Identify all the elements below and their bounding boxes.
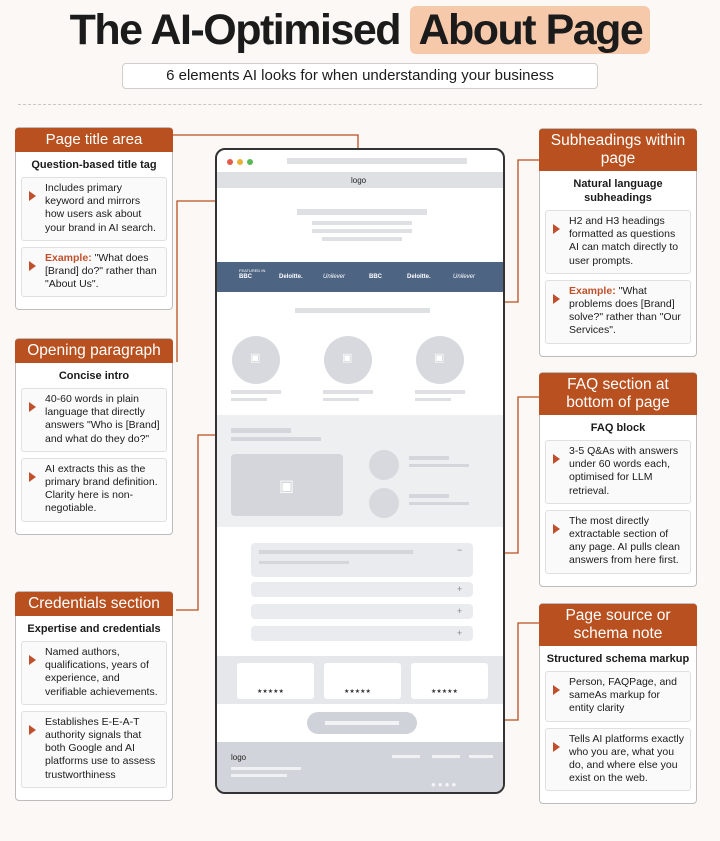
subheading-placeholder bbox=[295, 308, 430, 313]
card-subheading: Question-based title tag bbox=[31, 159, 157, 171]
cta-label-placeholder bbox=[325, 721, 399, 725]
card-item: 3-5 Q&As with answers under 60 words each, optimised for LLM retrieval. bbox=[545, 440, 691, 504]
card-item: Tells AI platforms exactly who you are, what you do, and where else you exist on the web. bbox=[545, 728, 691, 792]
card-item: H2 and H3 headings formatted as questions AI can match directly to user prompts. bbox=[545, 210, 691, 274]
card-heading: Opening paragraph bbox=[15, 339, 173, 363]
url-bar bbox=[287, 158, 467, 164]
subtitle: 6 elements AI looks for when understanding your business bbox=[122, 63, 598, 89]
brand-logo: Unilever bbox=[453, 274, 476, 280]
expand-icon: + bbox=[457, 606, 463, 616]
text-placeholder bbox=[409, 502, 469, 505]
credentials-heading-placeholder bbox=[231, 428, 291, 433]
example-label: Example: bbox=[569, 284, 616, 297]
footer-link-placeholder bbox=[469, 755, 493, 758]
social-icons: ●●●● bbox=[431, 780, 459, 789]
mockup-logo: logo bbox=[351, 176, 367, 185]
text-placeholder bbox=[323, 390, 373, 394]
rating-stars: ★★★★★ bbox=[431, 689, 458, 695]
footer-link-placeholder bbox=[392, 755, 420, 758]
featured-label: FEATURED IN bbox=[239, 268, 266, 273]
rating-stars: ★★★★★ bbox=[344, 689, 371, 695]
faq-item bbox=[251, 626, 473, 641]
faq-answer-placeholder bbox=[259, 561, 349, 564]
card-item: The most directly extractable section of any page. AI pulls clean answers from here first. bbox=[545, 510, 691, 574]
image-icon: ▣ bbox=[279, 478, 295, 495]
text-placeholder bbox=[231, 437, 321, 441]
footer-text-placeholder bbox=[231, 767, 301, 770]
faq-question-placeholder bbox=[259, 550, 413, 554]
text-placeholder bbox=[231, 398, 267, 401]
card-subheading: Expertise and credentials bbox=[27, 623, 161, 635]
card-heading: Credentials section bbox=[15, 592, 173, 616]
text-placeholder bbox=[409, 456, 449, 460]
card-opening-paragraph bbox=[15, 338, 173, 535]
image-icon: ▣ bbox=[342, 352, 353, 364]
faq-item bbox=[251, 604, 473, 619]
card-item: Named authors, qualifications, years of experience, and verifiable achievements. bbox=[21, 641, 167, 705]
hero-line-placeholder bbox=[322, 237, 402, 241]
card-example bbox=[545, 280, 691, 344]
faq-item bbox=[251, 582, 473, 597]
text-placeholder bbox=[231, 390, 281, 394]
text-placeholder bbox=[323, 398, 359, 401]
window-dot-red bbox=[227, 159, 233, 165]
card-subheading: Concise intro bbox=[58, 370, 130, 382]
text-placeholder bbox=[409, 464, 469, 467]
author-avatar bbox=[369, 450, 399, 480]
card-subheadings bbox=[539, 128, 697, 357]
card-schema bbox=[539, 603, 697, 804]
footer-link-placeholder bbox=[432, 755, 460, 758]
brand-logo: BBC bbox=[239, 274, 252, 280]
card-subheading: Structured schema markup bbox=[546, 653, 690, 665]
card-item: 40-60 words in plain language that directly answers "Who is [Brand] and what do they do?" bbox=[21, 388, 167, 452]
text-placeholder bbox=[415, 398, 451, 401]
expand-icon: + bbox=[457, 628, 463, 638]
hero-title-placeholder bbox=[297, 209, 427, 215]
title-highlight: About Page bbox=[410, 6, 650, 54]
text-placeholder bbox=[409, 494, 449, 498]
card-heading: Subheadings within page bbox=[539, 129, 697, 171]
card-item: Establishes E-E-A-T authority signals that both Google and AI platforms use to assess trustworthiness bbox=[21, 711, 167, 788]
webpage-mockup bbox=[215, 148, 505, 794]
example-text: "What does [Brand] do?" rather than "About Us". bbox=[45, 251, 157, 291]
hero-line-placeholder bbox=[312, 229, 412, 233]
brand-logo: BBC bbox=[369, 274, 382, 280]
image-icon: ▣ bbox=[250, 352, 261, 364]
card-page-title bbox=[15, 127, 173, 310]
title-text: The AI-Optimised bbox=[69, 6, 400, 54]
featured-band bbox=[217, 262, 505, 292]
card-item: Includes primary keyword and mirrors how users ask about your brand in AI search. bbox=[21, 177, 167, 241]
image-icon: ▣ bbox=[434, 352, 445, 364]
hero-line-placeholder bbox=[312, 221, 412, 225]
card-faq bbox=[539, 372, 697, 587]
text-placeholder bbox=[415, 390, 465, 394]
card-heading: Page source or schema note bbox=[539, 604, 697, 646]
rating-stars: ★★★★★ bbox=[257, 689, 284, 695]
card-heading: FAQ section at bottom of page bbox=[539, 373, 697, 415]
window-dot-green bbox=[247, 159, 253, 165]
footer-logo: logo bbox=[231, 753, 247, 762]
example-text: "What problems does [Brand] solve?" rather than "Our Services". bbox=[569, 284, 681, 337]
card-subheading: FAQ block bbox=[590, 422, 646, 434]
card-item: Person, FAQPage, and sameAs markup for entity clarity bbox=[545, 671, 691, 722]
author-avatar bbox=[369, 488, 399, 518]
window-dot-yellow bbox=[237, 159, 243, 165]
collapse-icon: − bbox=[457, 545, 463, 555]
card-item: AI extracts this as the primary brand definition. Clarity here is non-negotiable. bbox=[21, 458, 167, 522]
footer-text-placeholder bbox=[231, 774, 287, 777]
card-example bbox=[21, 247, 167, 298]
expand-icon: + bbox=[457, 584, 463, 594]
brand-logo: Unilever bbox=[323, 274, 346, 280]
card-subheading: Natural language subheadings bbox=[573, 178, 663, 204]
example-label: Example: bbox=[45, 251, 92, 264]
card-credentials bbox=[15, 591, 173, 801]
faq-item-open bbox=[251, 543, 473, 577]
card-heading: Page title area bbox=[15, 128, 173, 152]
brand-logo: Deloitte. bbox=[279, 274, 303, 280]
brand-logo: Deloitte. bbox=[407, 274, 431, 280]
